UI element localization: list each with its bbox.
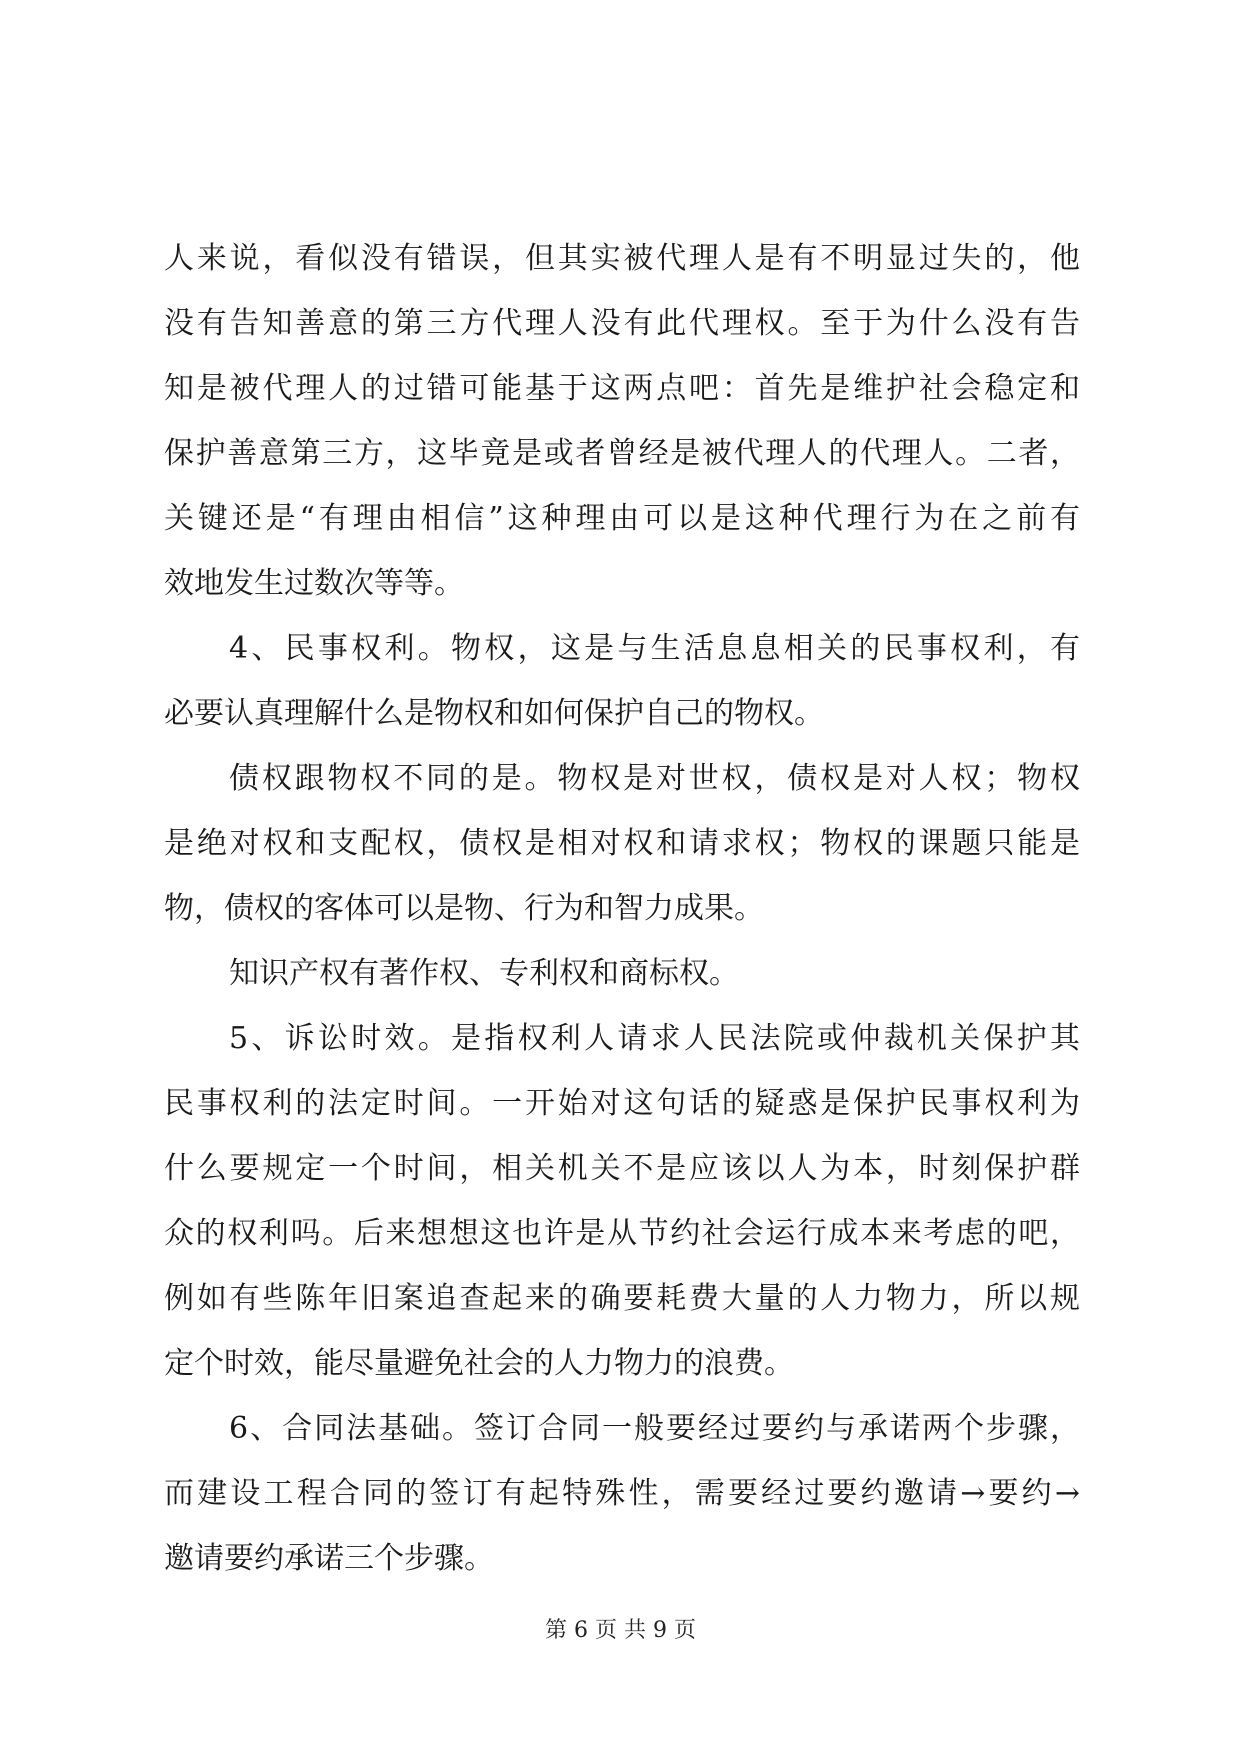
paragraph-contract-law [164,1396,1080,1591]
text-line: 效地发生过数次等等。 [164,566,464,601]
paragraph-limitation-period [164,1006,1080,1396]
text-line: 必要认真理解什么是物权和如何保护自己的物权。 [164,696,824,731]
text-line: 关键还是“有理由相信”这种理由可以是这种代理行为在之前有 [164,501,1080,536]
text-line: 众的权利吗。后来想想这也许是从节约社会运行成本来考虑的吧， [164,1216,1080,1251]
text-line: 人来说，看似没有错误，但其实被代理人是有不明显过失的，他 [164,241,1080,276]
text-line: 知是被代理人的过错可能基于这两点吧：首先是维护社会稳定和 [164,371,1080,406]
paragraph-intellectual-property [164,941,1080,1006]
text-line: 定个时效，能尽量避免社会的人力物力的浪费。 [164,1346,794,1381]
text-line: 而建设工程合同的签订有起特殊性，需要经过要约邀请→要约→ [164,1476,1080,1511]
paragraph-creditor-rights [164,746,1080,941]
text-line: 邀请要约承诺三个步骤。 [164,1541,494,1576]
page-number-footer: 第 6 页 共 9 页 [545,1618,696,1643]
text-line: 没有告知善意的第三方代理人没有此代理权。至于为什么没有告 [164,306,1080,341]
text-line: 知识产权有著作权、专利权和商标权。 [229,956,739,991]
text-line: 4、民事权利。物权，这是与生活息息相关的民事权利，有 [229,631,1080,666]
text-line: 债权跟物权不同的是。物权是对世权，债权是对人权；物权 [229,761,1080,796]
paragraph-agency-continued [164,226,1080,616]
text-line: 民事权利的法定时间。一开始对这句话的疑惑是保护民事权利为 [164,1086,1080,1121]
text-line: 物，债权的客体可以是物、行为和智力成果。 [164,891,764,926]
document-body [164,226,1080,1591]
text-line: 保护善意第三方，这毕竟是或者曾经是被代理人的代理人。二者， [164,436,1080,471]
text-line: 6、合同法基础。签订合同一般要经过要约与承诺两个步骤， [229,1411,1080,1446]
text-line: 例如有些陈年旧案追查起来的确要耗费大量的人力物力，所以规 [164,1281,1080,1316]
text-line: 什么要规定一个时间，相关机关不是应该以人为本，时刻保护群 [164,1151,1080,1186]
text-line: 5、诉讼时效。是指权利人请求人民法院或仲裁机关保护其 [229,1021,1080,1056]
paragraph-civil-rights [164,616,1080,746]
text-line: 是绝对权和支配权，债权是相对权和请求权；物权的课题只能是 [164,826,1080,861]
